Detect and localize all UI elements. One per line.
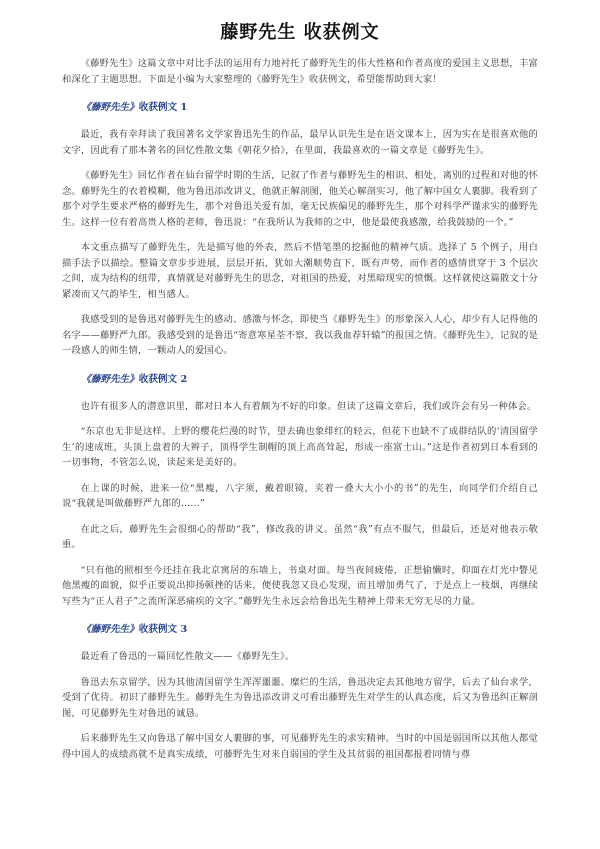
paragraph: 《藤野先生》回忆作者在仙台留学时期的生活，记叙了作者与藤野先生的相识、相处，离别的过程和对他的怀念。藤野先生的衣着模糊，他为鲁迅添改讲义，他就正解剖图，他关心解剖实习，他了解中国女人裹脚。我看到了那个对学生要求严格的藤野先生，那个对鲁迅关爱有加，毫无民族偏见的藤野先生，那个对科学严谨求实的藤野先生。这样一位有着高贵人格的老师，鲁迅说：“在我所认为我师的之中，他是最使我感激，给我鼓励的一个。” (62, 170, 538, 228)
paragraph: “只有他的照相至今还挂在我北京寓居的东墙上，书桌对面。每当夜间疲倦，正想偷懒时，仰面在灯光中瞥见他黑瘦的面貌，似乎正要说出抑扬顿挫的话来，便使我忽又良心发现，而且增加勇气了，于是点上一枝烟，再继续写些为“正人君子”之流所深恶痛疾的文字。”藤野先生永远会给鲁迅先生精神上带来无穷无尽的力量。 (62, 564, 538, 607)
paragraph: 最近，我有幸拜读了我国著名文学家鲁迅先生的作品，最早认识先生是在语文课本上，因为实在是很喜欢他的文字，因此看了那本著名的回忆性散文集《朝花夕拾》，在里面，我最喜欢的一篇文章是《藤野先生》。 (62, 129, 538, 156)
intro-paragraph: 《藤野先生》这篇文章中对比手法的运用有力地衬托了藤野先生的伟大性格和作者高度的爱国主义思想，丰富和深化了主题思想。下面是小编为大家整理的《藤野先生》收获例文，希望能帮助到大家！ (62, 58, 538, 85)
page-title: 藤野先生 收获例文 (220, 22, 380, 43)
section-3 (62, 623, 538, 762)
section-2 (62, 373, 538, 610)
paragraph: 本文重点描写了藤野先生，先是描写他的外表，然后不惜笔墨的挖掘他的精神气质。选择了 5 个例子，用白描手法予以描绘。整篇文章步步进展，层层开拓，犹如大潮顺势直下，既有声势，而作者的感情贯穿于 3 个层次之间，成为结构的纽带，真情就是对藤野先生的思念，对祖国的热爱，对黑暗现实的愤慨。这样就使这篇散文十分紧凑而又气韵毕生，相当感人。 (62, 242, 538, 300)
paragraph: 在此之后，藤野先生会很细心的帮助“我”，修改我的讲义。虽然“我”有点不服气，但最后，还是对他表示敬重。 (62, 523, 538, 550)
heading-book-title: 《藤野先生》 (81, 373, 139, 385)
heading-book-title: 《藤野先生》 (81, 624, 139, 635)
paragraph: 鲁迅去东京留学，因为其他清国留学生浑浑噩噩、糜烂的生活，鲁迅决定去其他地方留学，后去了仙台求学，受到了优待。初识了藤野先生。藤野先生为鲁迅添改讲义可看出藤野先生对学生的认真态度，后又为鲁迅纠正解剖图，可见藤野先生对鲁迅的诚恳。 (62, 676, 538, 719)
paragraph: 也许有很多人的潜意识里，都对日本人有着颇为不好的印象。但读了这篇文章后，我们或许会有另一种体会。 (80, 400, 537, 412)
paragraph: 最近看了鲁迅的一篇回忆性散文——《藤野先生》。 (80, 651, 295, 662)
paragraph: 我感受到的是鲁迅对藤野先生的感动、感激与怀念，即使当《藤野先生》的形象深入人心，却少有人记得他的名字——藤野严九郎。我感受到的是鲁迅“寄意寒星荃不察，我以我血荐轩辕”的报国之情。《藤野先生》，记叙的是一段感人的师生情，一颗动人的爱国心。 (62, 314, 538, 356)
heading-label: 收获例文 3 (138, 624, 188, 635)
section-1 (62, 101, 538, 359)
paragraph: 在上课的时候，进来一位“黑瘦，八字须，戴着眼镜，夹着一叠大大小小的书”的先生，向同学们介绍自己说“我就是叫做藤野严九郎的……” (62, 482, 538, 509)
heading-label: 收获例文 2 (138, 373, 188, 385)
heading-label: 收获例文 1 (138, 102, 188, 113)
heading-book-title: 《藤野先生》 (81, 102, 139, 113)
section-heading (62, 101, 538, 115)
section-heading (62, 373, 538, 387)
section-heading (62, 623, 538, 637)
paragraph: 后来藤野先生又向鲁迅了解中国女人裹脚的事，可见藤野先生的求实精神。当时的中国是弱国所以其他人都觉得中国人的成绩高就不是真实成绩，可藤野先生对来自弱国的学生及其贫弱的祖国都报着同情与尊 (62, 733, 538, 760)
paragraph: “东京也无非是这样。上野的樱花烂漫的时节，望去确也象绯红的轻云，但花下也缺不了成群结队的‘清国留学生’的速成班，头顶上盘着的大辫子，顶得学生制帽的顶上高高耸起，形成一座富士山。”这是作者初到日本看到的一切事物，不管怎么说，读起来是美好的。 (62, 426, 538, 468)
